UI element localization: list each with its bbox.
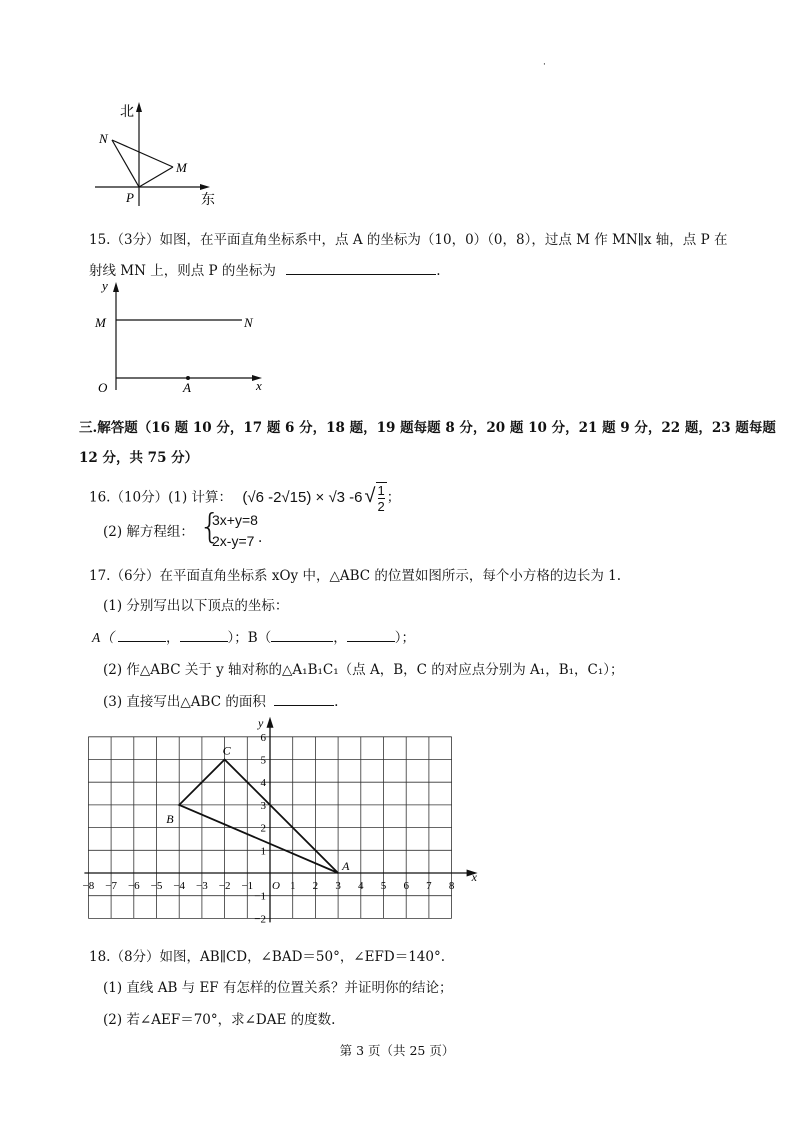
north-arrow-icon xyxy=(136,102,142,112)
q17-grid-figure xyxy=(82,708,486,940)
a-y-blank[interactable] xyxy=(180,627,228,642)
x-tick-label: 8 xyxy=(448,880,455,892)
q17-end: ）； xyxy=(394,630,415,646)
y-tick-label: 6 xyxy=(260,731,266,744)
point-a-label: A（ xyxy=(92,630,114,645)
point-m-label: M xyxy=(176,160,187,175)
q17-sub2: (2) 作△ABC 关于 y 轴对称的△A₁B₁C₁（点 A，B，C 的对应点分别为 A₁，B₁，C₁）； xyxy=(103,662,624,678)
point-b-label: ）；B（ xyxy=(227,630,272,646)
tick-labels xyxy=(83,732,455,926)
q17-sub3 xyxy=(103,690,338,710)
x-tick-label: 5 xyxy=(380,880,387,892)
vertex-a-label: A xyxy=(342,859,350,873)
q15-answer-blank[interactable] xyxy=(286,260,436,275)
q18-sub1: (1) 直线 AB 与 EF 有怎样的位置关系？并证明你的结论； xyxy=(103,980,453,996)
equation-2: 2x-y=7 xyxy=(212,533,255,549)
q18-sub2: (2) 若∠AEF＝70°，求∠DAE 的度数. xyxy=(103,1012,336,1028)
point-p-label: P xyxy=(126,190,134,205)
fraction-numerator: 1 xyxy=(377,483,385,498)
x-tick-label: 4 xyxy=(358,880,364,892)
y-tick-label: 4 xyxy=(260,777,266,790)
x-tick-label: 2 xyxy=(312,880,319,892)
x-tick-label: −4 xyxy=(173,880,186,892)
q17-line1: 17.（6分）在平面直角坐标系 xOy 中，△ABC 的位置如图所示，每个小方格的边长为 1. xyxy=(89,568,622,584)
q15-line1: 15.（3分）如图，在平面直角坐标系中，点 A 的坐标为（10，0）（0，8），过点 M 作 MN∥x 轴，点 P 在 xyxy=(89,232,728,248)
q15-period: . xyxy=(436,263,441,279)
point-n-label: N xyxy=(244,315,253,330)
triangle-abc xyxy=(166,744,350,874)
q17-coordinate-blanks xyxy=(92,626,415,646)
q16-sqrt-fraction xyxy=(365,482,387,514)
point-m-label: M xyxy=(95,315,106,330)
q16-semicolon: ； xyxy=(386,489,401,506)
y-tick-label: 2 xyxy=(260,822,266,835)
x-axis-label: x xyxy=(471,870,477,884)
b-x-blank[interactable] xyxy=(271,627,333,642)
x-tick-label: 7 xyxy=(426,880,432,892)
b-y-blank[interactable] xyxy=(347,627,395,642)
y-label: y xyxy=(102,278,108,293)
y-tick-label: −1 xyxy=(254,890,266,903)
q17-sub1: (1) 分别写出以下顶点的坐标： xyxy=(103,598,289,614)
corner-mark: · xyxy=(543,60,546,70)
north-label: 北 xyxy=(120,105,134,120)
y-tick-label: 3 xyxy=(260,799,266,812)
point-a-label: A xyxy=(183,380,191,395)
fraction-denominator: 2 xyxy=(377,499,385,514)
x-tick-label: −6 xyxy=(127,880,140,892)
section-3-line1: 三.解答题（16 题 10 分，17 题 6 分，18 题，19 题每题 8 分，20 题 10 分，21 题 9 分，22 题，23 题每题 xyxy=(79,420,776,436)
origin-label: O xyxy=(98,380,108,395)
y-tick-label: −2 xyxy=(254,913,266,926)
q17-sub3-period: . xyxy=(334,694,339,710)
east-arrow-icon xyxy=(200,184,210,190)
axes xyxy=(84,715,477,926)
equation-1: 3x+y=8 xyxy=(212,512,258,528)
direction-figure xyxy=(85,98,225,208)
section-3-line2: 12 分，共 75 分） xyxy=(79,450,199,466)
brace-icon: { xyxy=(199,507,221,547)
y-arrow-icon xyxy=(267,717,274,728)
vertex-b-label: B xyxy=(166,811,174,826)
q17-sub3-text: (3) 直接写出△ABC 的面积 xyxy=(103,694,266,710)
x-tick-label: −8 xyxy=(82,880,95,892)
sqrt-icon: √ xyxy=(364,484,376,507)
x-tick-label: −1 xyxy=(241,880,254,892)
page-footer: 第 3 页（共 25 页） xyxy=(339,1043,455,1058)
x-tick-label: 1 xyxy=(289,880,296,892)
q16-part2-label: (2) 解方程组： xyxy=(103,524,194,540)
y-tick-label: 1 xyxy=(260,845,266,858)
x-tick-label: −7 xyxy=(105,880,117,892)
vertex-c-label: C xyxy=(222,743,231,758)
ray-pn xyxy=(112,140,139,187)
q15-line2-text: 射线 MN 上，则点 P 的坐标为 xyxy=(89,263,276,279)
a-x-blank[interactable] xyxy=(118,627,166,642)
triangle-outline xyxy=(179,760,338,874)
x-label: x xyxy=(256,378,262,393)
x-tick-label: −5 xyxy=(150,880,163,892)
x-tick-label: −2 xyxy=(218,880,231,892)
q16-expression: (√6 -2√15) × √3 -6 xyxy=(242,488,363,506)
q16-period: . xyxy=(258,530,263,546)
point-n-label: N xyxy=(99,131,108,146)
ray-pm xyxy=(139,167,173,187)
x-tick-label: 3 xyxy=(335,880,341,892)
fraction xyxy=(376,482,387,514)
comma-1: ， xyxy=(166,630,180,646)
q15-figure xyxy=(88,278,278,398)
x-tick-label: −3 xyxy=(196,880,208,892)
q15-line2 xyxy=(89,259,440,279)
q16-part1-label: 16.（10分）(1) 计算： xyxy=(89,489,233,506)
x-tick-label: 6 xyxy=(403,880,409,892)
comma-2: ， xyxy=(333,630,347,646)
origin-label: O xyxy=(272,880,280,892)
area-blank[interactable] xyxy=(274,691,334,706)
east-label: 东 xyxy=(201,193,215,208)
y-arrow-icon xyxy=(113,282,119,292)
segment-nm xyxy=(112,140,173,167)
q18-line1: 18.（8分）如图，AB∥CD，∠BAD＝50°，∠EFD＝140°. xyxy=(89,949,446,965)
q16-line1 xyxy=(89,482,400,514)
y-axis-label: y xyxy=(258,715,264,730)
y-tick-label: 5 xyxy=(260,754,266,767)
